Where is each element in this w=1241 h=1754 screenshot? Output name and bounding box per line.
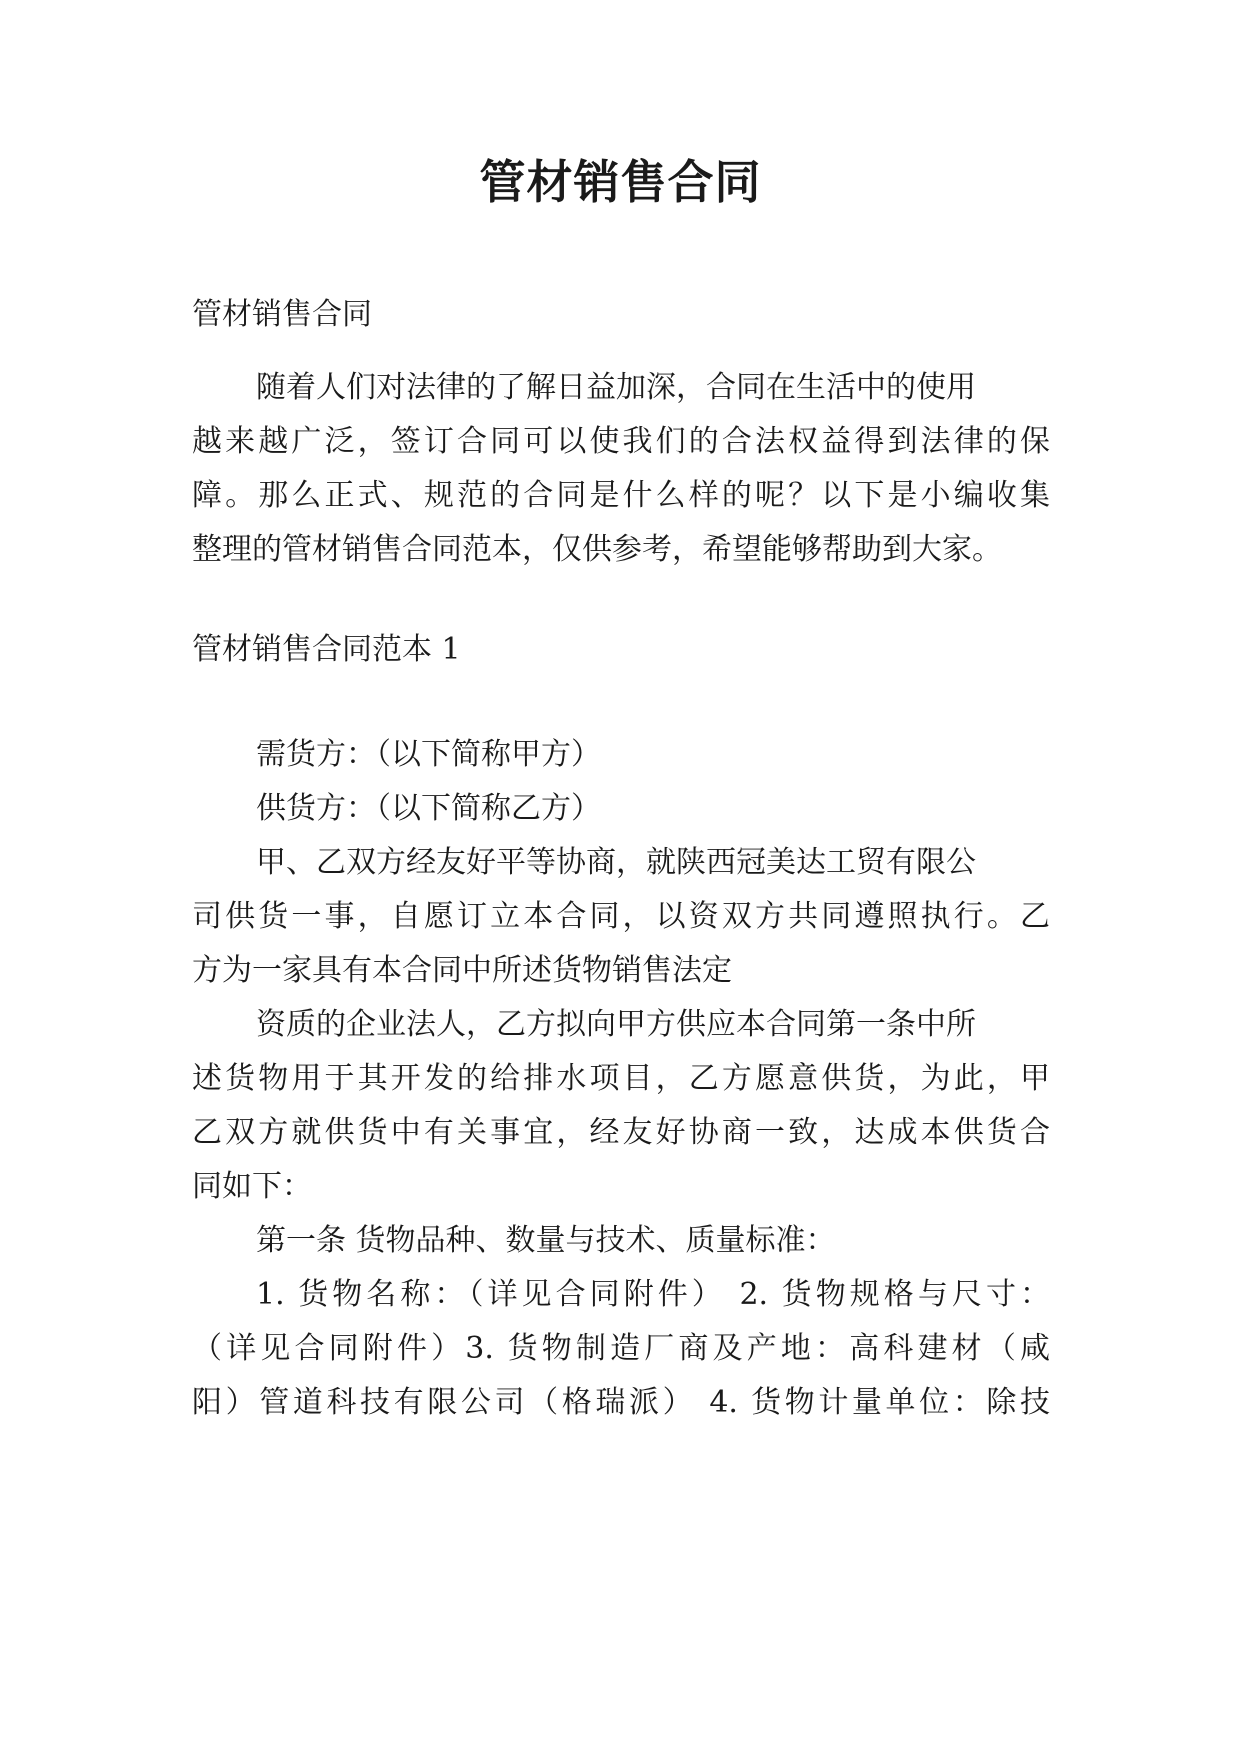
intro-line-1: 随着人们对法律的了解日益加深，合同在生活中的使用 [256,370,976,405]
intro-line-3: 障。那么正式、规范的合同是什么样的呢？以下是小编收集 [192,478,1050,513]
article-1-line-1: 1. 货物名称：（详见合同附件） 2. 货物规格与尺寸： [256,1277,1050,1312]
article-1-line-3: 阳）管道科技有限公司（格瑞派） 4. 货物计量单位：除技 [192,1385,1050,1420]
buyer-line: 需货方：（以下简称甲方） [256,737,601,772]
article-1-line-2: （详见合同附件）3. 货物制造厂商及产地：高科建材（咸 [192,1331,1050,1366]
intro-line-2: 越来越广泛，签订合同可以使我们的合法权益得到法律的保 [192,424,1050,459]
article-1-heading: 第一条 货物品种、数量与技术、质量标准： [256,1223,836,1258]
body-line-1: 甲、乙双方经友好平等协商，就陕西冠美达工贸有限公 [256,845,976,880]
seller-line: 供货方：（以下简称乙方） [256,791,601,826]
body-line-2: 司供货一事，自愿订立本合同，以资双方共同遵照执行。乙 [192,899,1050,934]
intro-line-4: 整理的管材销售合同范本，仅供参考，希望能够帮助到大家。 [192,532,1002,567]
body-line-6: 乙双方就供货中有关事宜，经友好协商一致，达成本供货合 [192,1115,1050,1150]
body-line-7: 同如下： [192,1169,312,1204]
body-line-3: 方为一家具有本合同中所述货物销售法定 [192,953,732,988]
section-heading: 管材销售合同范本 1 [192,632,461,667]
subtitle-line: 管材销售合同 [192,297,372,332]
body-line-4: 资质的企业法人，乙方拟向甲方供应本合同第一条中所 [256,1007,976,1042]
document-title: 管材销售合同 [479,155,762,209]
body-line-5: 述货物用于其开发的给排水项目，乙方愿意供货，为此，甲 [192,1061,1050,1096]
